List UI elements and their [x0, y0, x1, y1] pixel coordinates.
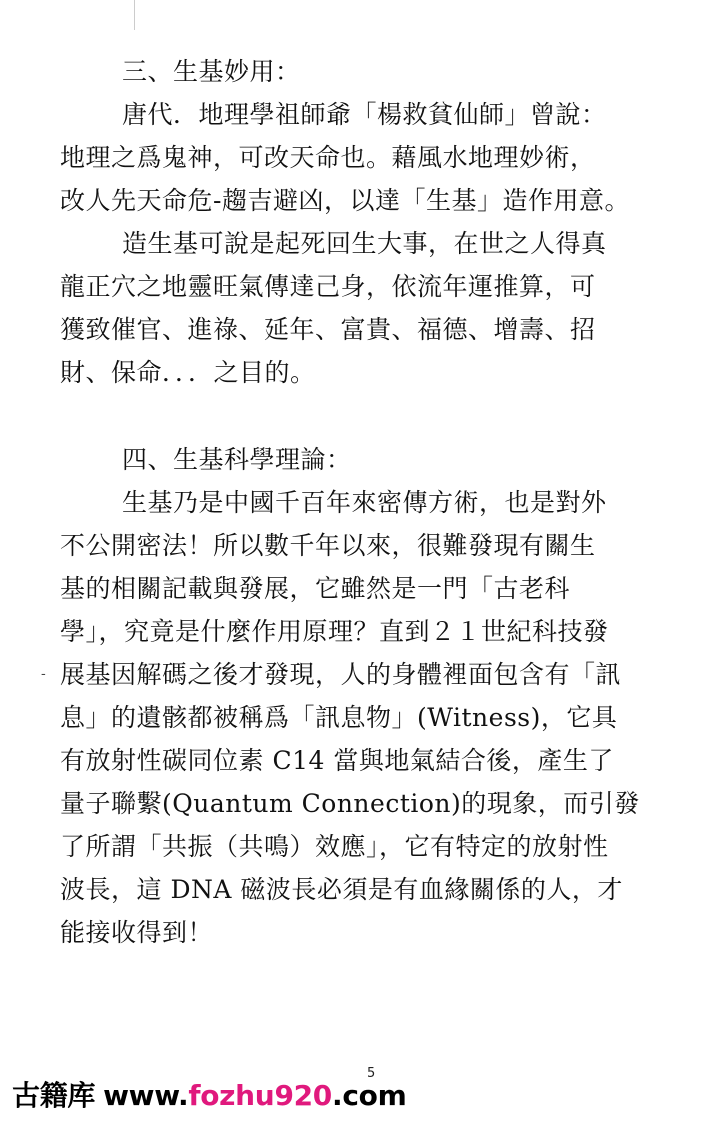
- page-edge-line: [134, 0, 135, 30]
- paragraph-line: 量子聯繫(Quantum Connection)的現象，而引發: [60, 789, 640, 818]
- footer-url-suffix: .com: [332, 1079, 407, 1112]
- section-4-heading: 四、生基科學理論：: [122, 445, 352, 474]
- paragraph-line: 展基因解碼之後才發現，人的身體裡面包含有「訊: [60, 660, 622, 689]
- paragraph-line: 基的相關記載與發展，它雖然是一門「古老科: [60, 574, 571, 603]
- paragraph-line: 有放射性碳同位素 C14 當與地氣結合後，產生了: [60, 746, 614, 775]
- footer-url-domain: fozhu920: [188, 1079, 332, 1112]
- footer-url-prefix: www.: [103, 1079, 189, 1112]
- margin-mark: -: [41, 666, 46, 682]
- paragraph-line: 學」，究竟是什麼作用原理？直到２１世紀科技發: [60, 617, 609, 646]
- paragraph-line: 造生基可說是起死回生大事，在世之人得真: [122, 229, 607, 258]
- paragraph-line: 能接收得到！: [60, 918, 214, 947]
- paragraph-line: 財、保命．．．之目的。: [60, 358, 316, 387]
- paragraph-line: 生基乃是中國千百年來密傳方術，也是對外: [122, 488, 607, 517]
- paragraph-line: 龍正穴之地靈旺氣傳達己身，依流年運推算，可: [60, 272, 596, 301]
- page-number: 5: [367, 1066, 376, 1081]
- paragraph-line: 了所謂「共振（共鳴）效應」，它有特定的放射性: [60, 832, 609, 861]
- section-3-heading: 三、生基妙用：: [122, 57, 301, 86]
- section-spacer: [60, 394, 700, 438]
- paragraph-line: 波長，這 DNA 磁波長必須是有血緣關係的人，才: [60, 875, 623, 904]
- paragraph-line: 地理之爲鬼神，可改天命也。藉風水地理妙術，: [60, 143, 596, 172]
- paragraph-line: 不公開密法！所以數千年以來，很難發現有關生: [60, 531, 596, 560]
- paragraph-line: 獲致催官、進祿、延年、富貴、福德、增壽、招: [60, 315, 596, 344]
- paragraph-line: 唐代．地理學祖師爺「楊救貧仙師」曾說：: [122, 100, 607, 129]
- document-body: [60, 50, 700, 954]
- footer-watermark: [12, 1074, 406, 1114]
- footer-brand: 古籍库: [12, 1079, 96, 1112]
- paragraph-line: 息」的遺骸都被稱爲「訊息物」(Witness)，它具: [60, 703, 618, 732]
- paragraph-line: 改人先天命危-趨吉避凶，以達「生基」造作用意。: [60, 186, 630, 215]
